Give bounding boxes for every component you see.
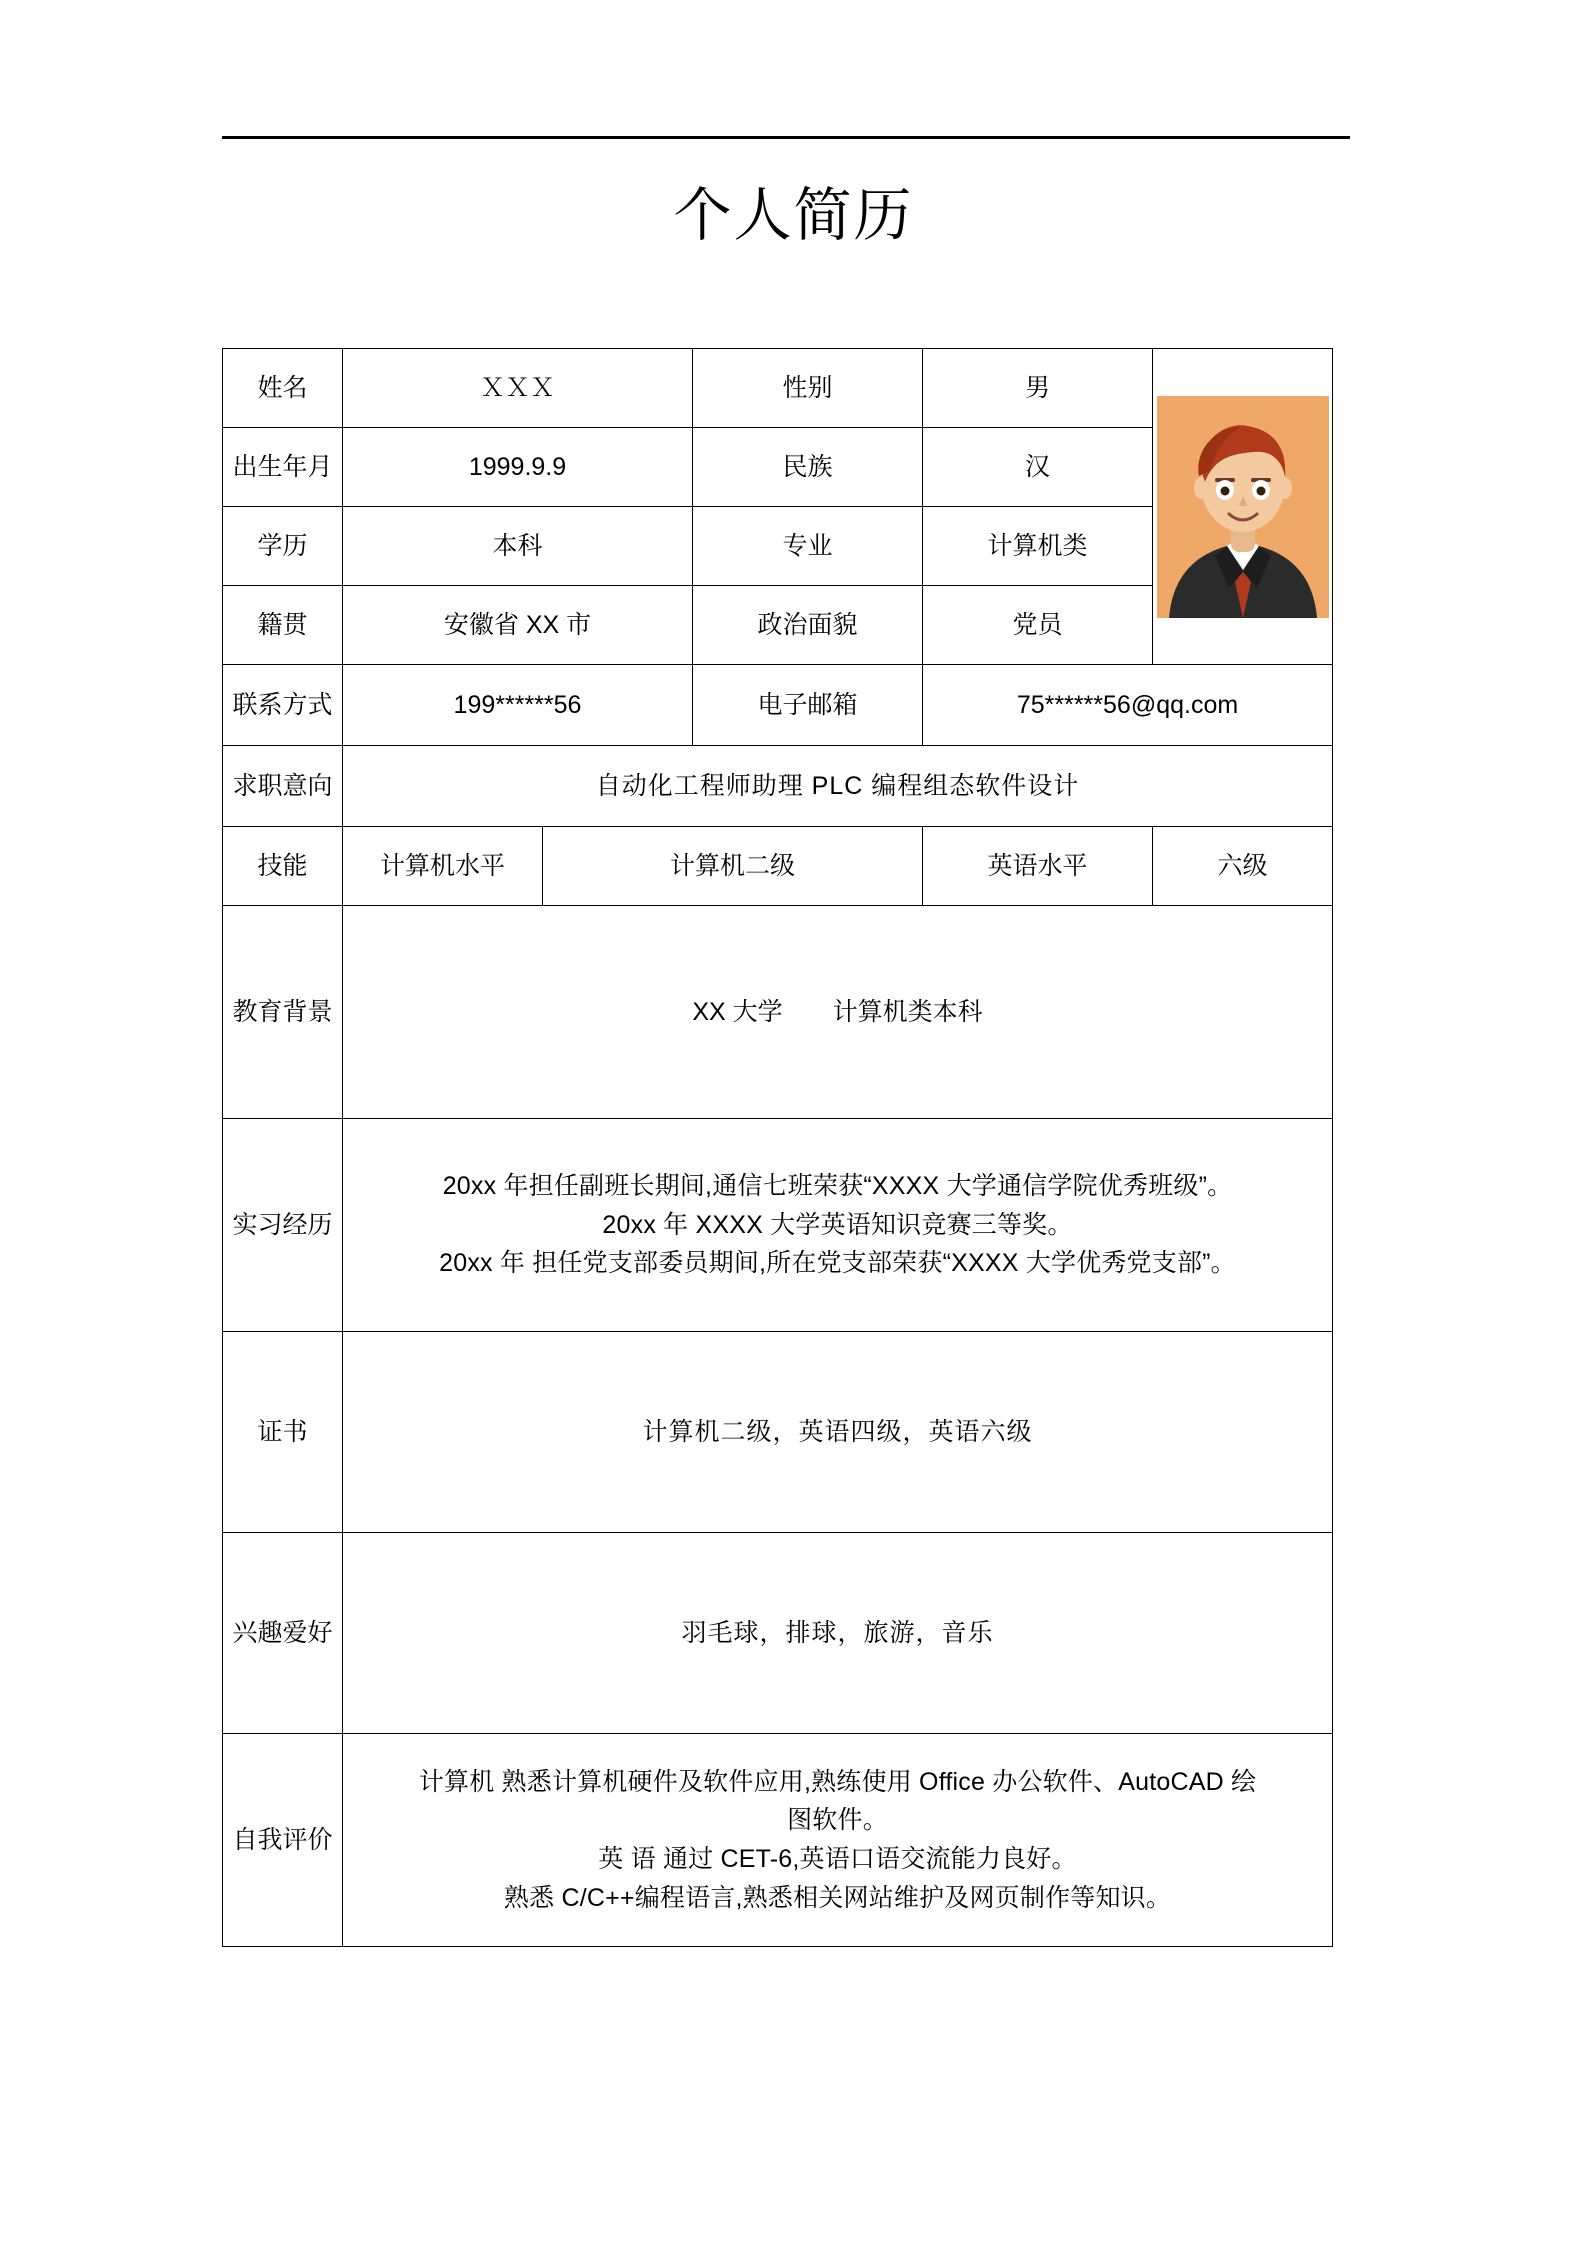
- value-ethnicity: 汉: [923, 428, 1153, 507]
- value-hometown: 安徽省 XX 市: [343, 586, 693, 665]
- label-hometown: 籍贯: [223, 586, 343, 665]
- header-rule: [222, 136, 1350, 139]
- label-contact: 联系方式: [223, 665, 343, 746]
- table-row: [223, 906, 1333, 1119]
- internship-line: 20xx 年 XXXX 大学英语知识竞赛三等奖。: [602, 1210, 1073, 1239]
- label-self-evaluation: 自我评价: [223, 1734, 343, 1947]
- label-email: 电子邮箱: [693, 665, 923, 746]
- value-hobbies: 羽毛球，排球，旅游，音乐: [343, 1533, 1333, 1734]
- table-row: [223, 746, 1333, 827]
- value-gender: 男: [923, 349, 1153, 428]
- label-major: 专业: [693, 507, 923, 586]
- value-name: ＸＸＸ: [343, 349, 693, 428]
- label-ethnicity: 民族: [693, 428, 923, 507]
- value-political-status: 党员: [923, 586, 1153, 665]
- label-degree: 学历: [223, 507, 343, 586]
- avatar: [1153, 349, 1333, 665]
- self-evaluation-line: 计算机 熟悉计算机硬件及软件应用,熟练使用 Office 办公软件、AutoCAD 绘: [418, 1767, 1257, 1796]
- value-certificates: 计算机二级，英语四级，英语六级: [343, 1332, 1333, 1533]
- label-skills: 技能: [223, 827, 343, 906]
- value-self-evaluation: [343, 1734, 1333, 1947]
- label-political-status: 政治面貌: [693, 586, 923, 665]
- value-english-level: 六级: [1153, 827, 1333, 906]
- value-internship: [343, 1119, 1333, 1332]
- label-internship: 实习经历: [223, 1119, 343, 1332]
- value-computer-level: 计算机二级: [543, 827, 923, 906]
- portrait-icon: [1157, 396, 1329, 618]
- value-email: 75******56@qq.com: [923, 665, 1333, 746]
- value-education-background: XX 大学 计算机类本科: [343, 906, 1333, 1119]
- label-birthdate: 出生年月: [223, 428, 343, 507]
- value-phone: 199******56: [343, 665, 693, 746]
- value-birthdate: 1999.9.9: [343, 428, 693, 507]
- internship-line: 20xx 年担任副班长期间,通信七班荣获“XXXX 大学通信学院优秀班级”。: [442, 1171, 1233, 1200]
- label-hobbies: 兴趣爱好: [223, 1533, 343, 1734]
- table-row: [223, 827, 1333, 906]
- label-objective: 求职意向: [223, 746, 343, 827]
- avatar-image: [1153, 349, 1332, 664]
- table-row: [223, 665, 1333, 746]
- table-row: [223, 1533, 1333, 1734]
- table-row: [223, 1734, 1333, 1947]
- internship-line: 20xx 年 担任党支部委员期间,所在党支部荣获“XXXX 大学优秀党支部”。: [439, 1249, 1236, 1278]
- table-row: [223, 349, 1333, 428]
- self-evaluation-line: 图软件。: [787, 1806, 888, 1835]
- label-gender: 性别: [693, 349, 923, 428]
- label-education-background: 教育背景: [223, 906, 343, 1119]
- label-name: 姓名: [223, 349, 343, 428]
- resume-table: [222, 348, 1333, 1947]
- label-certificates: 证书: [223, 1332, 343, 1533]
- table-row: [223, 1119, 1333, 1332]
- label-computer-level: 计算机水平: [343, 827, 543, 906]
- label-english-level: 英语水平: [923, 827, 1153, 906]
- self-evaluation-line: 英 语 通过 CET-6,英语口语交流能力良好。: [598, 1845, 1077, 1873]
- value-objective: 自动化工程师助理 PLC 编程组态软件设计: [343, 746, 1333, 827]
- page-title: 个人简历: [673, 183, 914, 248]
- value-degree: 本科: [343, 507, 693, 586]
- table-row: [223, 1332, 1333, 1533]
- value-major: 计算机类: [923, 507, 1153, 586]
- self-evaluation-line: 熟悉 C/C++编程语言,熟悉相关网站维护及网页制作等知识。: [503, 1883, 1172, 1912]
